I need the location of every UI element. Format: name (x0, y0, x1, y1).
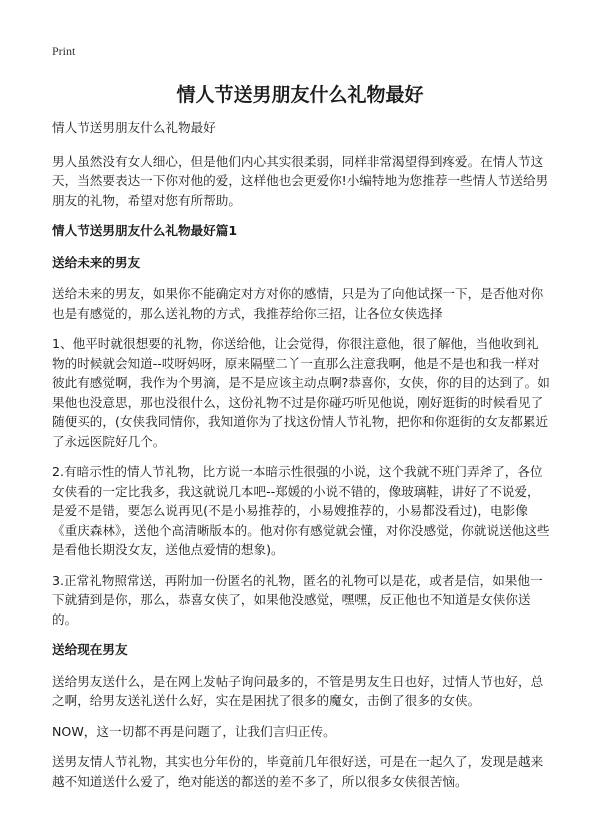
article-body (52, 118, 550, 802)
paragraph: 送给男友送什么，是在网上发帖子询问最多的，不管是男友生日也好，过情人节也好，总之啊，给男友送礼送什么好，实在是困扰了很多的魔女，击倒了很多的女侠。 (52, 673, 544, 708)
subsection-heading-current: 送给现在男友 (52, 642, 128, 657)
intro-paragraph: 男人虽然没有女人细心，但是他们内心其实很柔弱，同样非常渴望得到疼爱。在情人节这天，当然要表达一下你对他的爱，这样他也会更爱你!小编特地为您推荐一些情人节送给男朋友的礼物，希望对您有所帮助。 (52, 153, 549, 208)
paragraph: NOW，这一切都不再是问题了，让我们言归正传。 (52, 723, 336, 739)
paragraph: 2.有暗示性的情人节礼物，比方说一本暗示性很强的小说，这个我就不班门弄斧了，各位女侠看的一定比我多，我这就说几本吧--郑媛的小说不错的，像玻璃鞋，讲好了不说爱，是爱不是错，要怎么说再见(不是小易推荐的，小易嫂推荐的，小易都没看过)，电影像《重庆森林》，送他个高清晰版本的。他对你有感觉就会懂，对你没感觉，你就说送他这些是看他长期没女友，送他点爱情的想象)。 (52, 464, 550, 557)
paragraph: 送给未来的男友，如果你不能确定对方对你的感情，只是为了向他试探一下，是否他对你也是有感觉的，那么送礼物的方式，我推荐给你三招，让各位女侠选择 (52, 286, 544, 321)
page-title: 情人节送男朋友什么礼物最好 (176, 84, 424, 106)
subsection-heading-future: 送给未来的男友 (52, 254, 141, 270)
paragraph: 送男友情人节礼物，其实也分年份的，毕竟前几年很好送，可是在一起久了，发现是越来越不知道送什么爱了，绝对能送的都送的差不多了，所以很多女侠很苦恼。 (52, 754, 544, 789)
paragraph: 3.正常礼物照常送，再附加一份匿名的礼物，匿名的礼物可以是花，或者是信，如果他一下就猜到是你，那么，恭喜女侠了，如果他没感觉，嘿嘿，反正他也不知道是女侠你送的。 (52, 572, 543, 627)
article-subtitle: 情人节送男朋友什么礼物最好 (52, 120, 216, 135)
paragraph: 1、他平时就很想要的礼物，你送给他，让会觉得，你很注意他，很了解他，当他收到礼物的时候就会知道--哎呀妈呀，原来隔壁二丫一直那么注意我啊，他是不是也和我一样对彼此有感觉啊，我作为个男滴，是不是应该主动点啊?恭喜你，女侠，你的目的达到了。如果他也没意思，那也没很什么，这份礼物不过是你碰巧听见他说，刚好逛街的时候看见了随便买的，(女侠我同情你，我知道你为了找这份情人节礼物，把你和你逛街的女友都累近了永远医院好几个。 (52, 336, 550, 449)
print-label: Print (52, 44, 76, 58)
section-heading: 情人节送男朋友什么礼物最好篇1 (52, 223, 238, 238)
